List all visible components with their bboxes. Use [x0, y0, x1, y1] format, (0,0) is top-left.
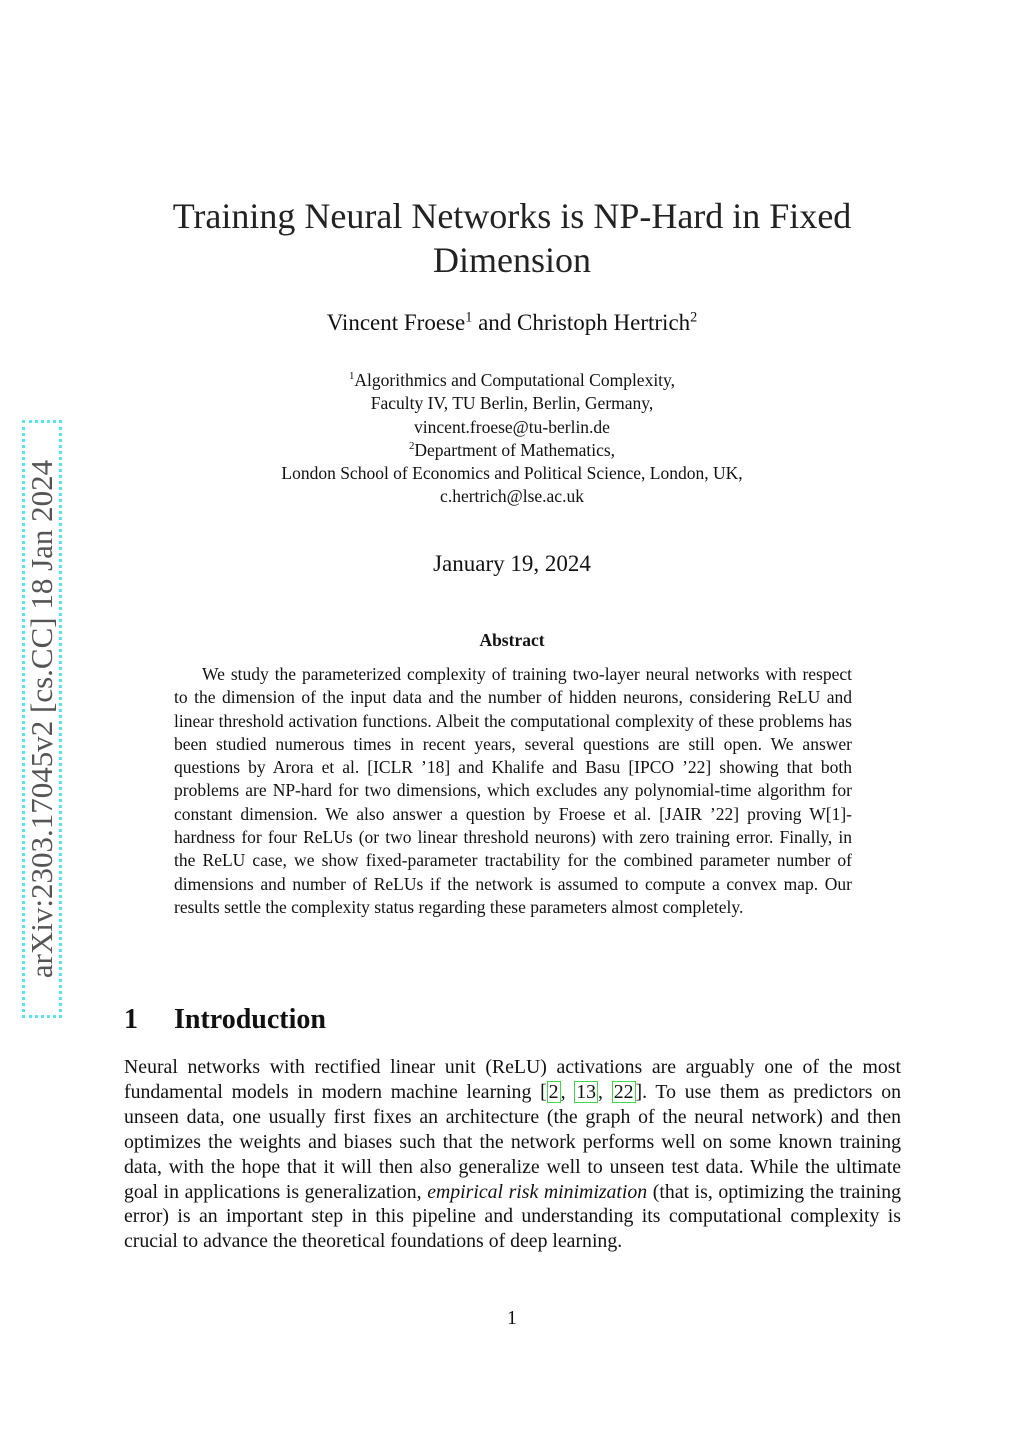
abstract-heading: Abstract	[479, 630, 545, 650]
publication-date: January 19, 2024	[433, 551, 591, 576]
author-conjunction: and	[478, 310, 512, 335]
affiliation-line: $^2$Department of Mathematics,	[408, 439, 616, 460]
affiliation-marker: 2	[408, 440, 415, 453]
author-email[interactable]: c.hertrich@lse.ac.uk	[440, 486, 584, 507]
paper-title: Training Neural Networks is NP-Hard in Fixed Dimension	[172, 196, 852, 280]
section-heading	[124, 1003, 326, 1037]
abstract-text: We study the parameterized complexity of training two-layer neural networks with respect to the dimension of the input data and the number of hidden neurons, considering ReLU and linear threshold activation functions. Albeit the computational complexity of these problems has been studied numerous times in recent years, several questions are still open. We answer questions by Arora et al. [ICLR ’18] and Khalife and Basu [IPCO ’22] showing that both problems are NP-hard for two dimensions, which excludes any polynomial-time algorithm for constant dimension. We also answer a question by Froese et al. [JAIR ’22] proving W[1]-hardness for four ReLUs (or two linear threshold neurons) with zero training error. Finally, in the ReLU case, we show fixed-parameter tractability for the combined parameter number of dimensions and number of ReLUs if the network is assumed to compute a convex map. Our results settle the complexity status regarding these parameters almost completely.	[174, 664, 852, 917]
affiliation-line: Faculty IV, TU Berlin, Berlin, Germany,	[370, 393, 654, 414]
affiliation-line: London School of Economics and Political Science, London, UK,	[281, 463, 743, 484]
citation-link[interactable]: 22	[613, 1080, 634, 1103]
citation-link[interactable]: 2	[548, 1080, 559, 1103]
affiliations-block	[180, 369, 844, 509]
emphasized-term: empirical risk minimization	[427, 1180, 648, 1203]
section-number: 1	[124, 1004, 138, 1035]
author-name: Vincent Froese	[326, 310, 466, 335]
author-line	[160, 308, 864, 338]
author-email[interactable]: vincent.froese@tu-berlin.de	[414, 416, 610, 437]
section-title: Introduction	[174, 1004, 326, 1035]
affiliation-marker: 1	[348, 370, 355, 383]
affiliation-line: $^1$Algorithmics and Computational Complexity,	[348, 370, 676, 390]
author-name: Christoph Hertrich	[517, 310, 691, 335]
arxiv-identifier-stamp[interactable]	[22, 420, 62, 1018]
affiliation-marker: 2	[690, 309, 698, 326]
page-number: 1	[507, 1307, 517, 1329]
introduction-paragraph: Neural networks with rectified linear unit (ReLU) activations are arguably one of the most fundamental models in modern machine learning [ 2 , 13 , 22 ]. To use them as predictors on unseen data, one usually first fixes an architecture (the graph of the neural network) and then optimizes the weights and biases such that the network performs well on some known training data, with the hope that it will then also generalize well to unseen test data. While the ultimate goal in applications is generalization, empirical risk minimization (that is, optimizing the training error) is an important step in this pipeline and understanding its computational complexity is crucial to advance the theoretical foundations of deep learning.	[124, 1056, 901, 1253]
citation-link[interactable]: 13	[576, 1080, 597, 1103]
arxiv-identifier-text: arXiv:2303.17045v2 [cs.CC] 18 Jan 2024	[24, 459, 59, 979]
affiliation-marker: 1	[465, 309, 473, 326]
